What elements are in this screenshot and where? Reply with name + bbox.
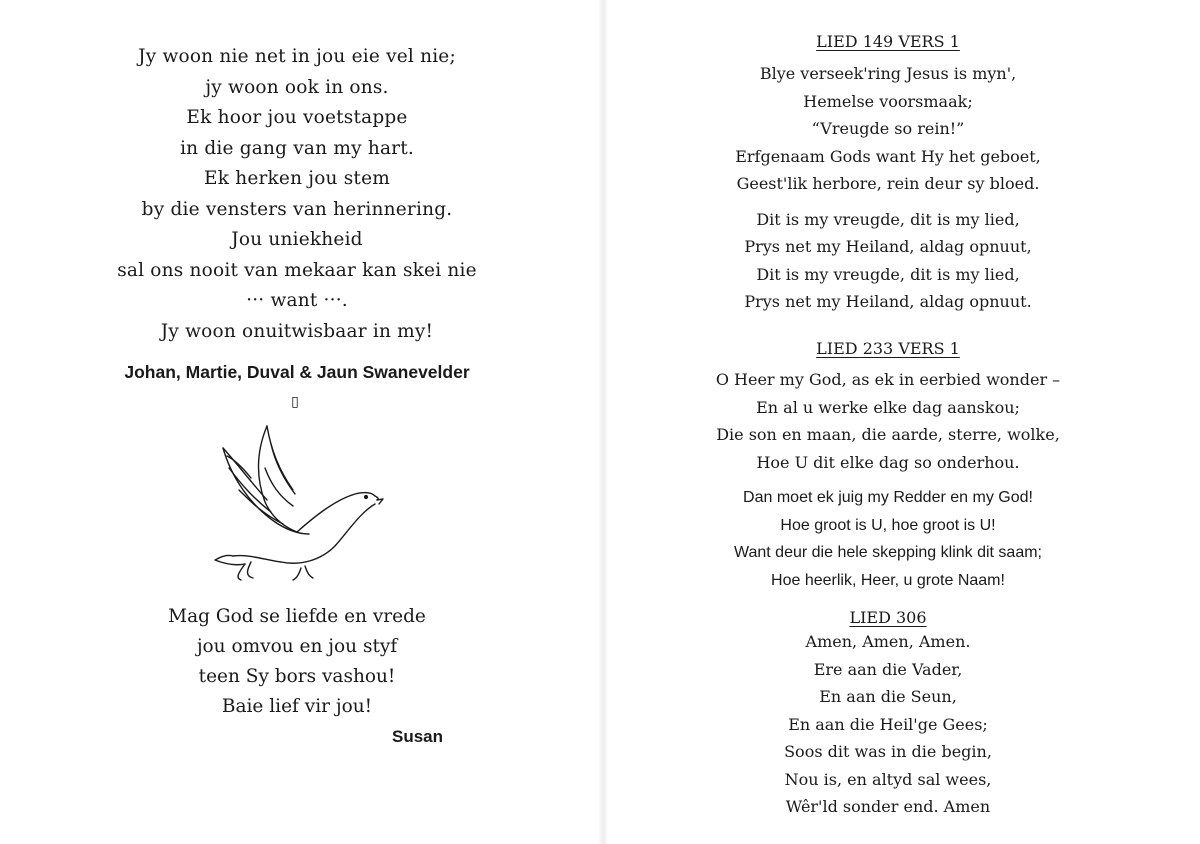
verse-line: Geest'lik herbore, rein deur sy bloed. (736, 174, 1040, 193)
verse-line: Blye verseek'ring Jesus is myn', (759, 64, 1017, 83)
poem-line: Ek herken jou stem (204, 168, 390, 189)
verse-line: En al u werke elke dag aanskou; (756, 397, 1020, 417)
verse-line: Nou is, en altyd sal wees, (784, 769, 992, 789)
hymn-title: LIED 306 (849, 608, 927, 627)
verse-line: Hoe U dit elke dag so onderhou. (756, 452, 1020, 472)
chorus-line: Dan moet ek juig my Redder en my God! (743, 489, 1033, 506)
verse-line: En aan die Seun, (819, 687, 957, 706)
poem-line: Jou uniekheid (231, 229, 363, 250)
poem-line: ··· want ···. (246, 290, 348, 311)
chorus-line: Dit is my vreugde, dit is my lied, (756, 209, 1020, 229)
blessing-line: Mag God se liefde en vrede (168, 606, 426, 627)
blessing (50, 602, 544, 722)
poem-line: in die gang van my hart. (180, 137, 414, 159)
hymn-306 (608, 608, 1168, 821)
closing-signature: Susan (392, 727, 444, 746)
poem-line: Jy woon onuitwisbaar in my! (160, 320, 434, 342)
poem (50, 42, 544, 347)
chorus-line: Hoe groot is U, hoe groot is U! (780, 516, 996, 534)
verse-line: Amen, Amen, Amen. (805, 632, 971, 651)
dove-illustration (205, 420, 390, 585)
verse-line: “Vreugde so rein!” (811, 119, 965, 138)
chorus-line: Prys net my Heiland, aldag opnuut, (744, 237, 1032, 256)
right-page (608, 0, 1200, 844)
chorus-line: Dit is my vreugde, dit is my lied, (756, 264, 1020, 284)
verse-line: Erfgenaam Gods want Hy het geboet, (735, 146, 1041, 166)
chorus-line: Hoe heerlik, Heer, u grote Naam! (771, 571, 1005, 589)
verse-line: Soos dit was in die begin, (784, 742, 992, 761)
blessing-line: teen Sy bors vashou! (198, 666, 396, 687)
hymn-title: LIED 233 VERS 1 (816, 339, 960, 358)
verse-line: Ere aan die Vader, (813, 659, 963, 679)
verse-line: O Heer my God, as ek in eerbied wonder – (715, 370, 1061, 389)
verse-line: Hemelse voorsmaak; (803, 91, 973, 111)
blessing-line: Baie lief vir jou! (221, 696, 373, 717)
hymn-149 (608, 32, 1168, 316)
left-page (0, 0, 598, 844)
verse-line: En aan die Heil'ge Gees; (788, 714, 988, 734)
verse-line: Wêr'ld sonder end. Amen (785, 797, 991, 816)
poem-line: jy woon ook in ons. (205, 76, 389, 98)
hymn-233 (608, 339, 1168, 594)
family-signature: Johan, Martie, Duval & Jaun Swanevelder (124, 362, 470, 382)
poem-line: by die vensters van herinnering. (141, 198, 453, 220)
chorus-line: Prys net my Heiland, aldag opnuut. (744, 292, 1032, 311)
poem-line: sal ons nooit van mekaar kan skei nie (117, 259, 477, 281)
poem-line: Jy woon nie net in jou eie vel nie; (138, 46, 456, 67)
placeholder-glyph: ▯ (291, 394, 299, 410)
hymn-title: LIED 149 VERS 1 (816, 32, 960, 51)
verse-line: Die son en maan, die aarde, sterre, wolke, (716, 425, 1060, 444)
blessing-line: jou omvou en jou styf (196, 636, 398, 657)
page-fold (598, 0, 608, 844)
chorus-line: Want deur die hele skepping klink dit saam; (733, 544, 1042, 561)
poem-line: Ek hoor jou voetstappe (186, 107, 408, 128)
